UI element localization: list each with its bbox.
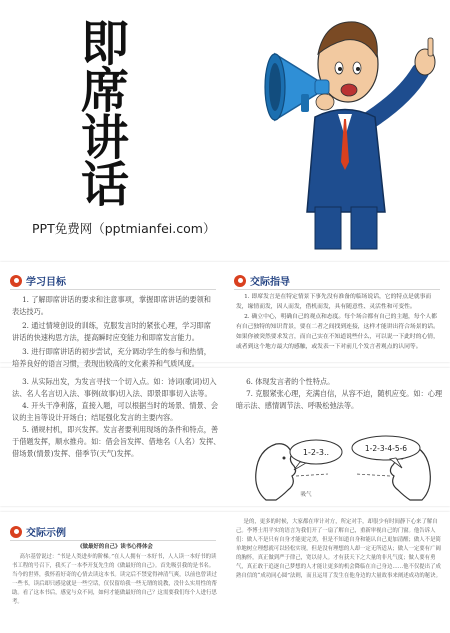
guidance-item: 5. 循规村机，即兴发挥。发言者要利用现场的条件和特点，善于借题发挥，顺水推舟。如：借会旨发挥、借地名（人名）发挥、借场景(情景)发挥、借季节(天气)发挥。 bbox=[12, 425, 221, 458]
divider bbox=[10, 289, 216, 290]
goal-item: 1. 了解即席讲话的要求和注意事项，掌握即席讲话的要领和表达技巧。 bbox=[12, 295, 211, 316]
man-with-megaphone-illustration bbox=[245, 2, 450, 252]
speech-title: 《做最好的自己》读书心得体会 bbox=[77, 544, 153, 550]
guidance-item: 4. 开头干净利落，直接入题，可以根据当时的场景、情景、会议的主旨等设计开场白；结尾强化发言的主要内容。 bbox=[12, 401, 219, 422]
title-char: 席 bbox=[80, 63, 129, 119]
section-heading-guidance bbox=[234, 273, 290, 288]
section-heading-example bbox=[10, 524, 66, 539]
breathing-illustration bbox=[236, 430, 444, 504]
site-footer: PPT免费网（pptmianfei.com） bbox=[32, 221, 216, 236]
title-char: 即 bbox=[80, 16, 129, 72]
goal-item: 3. 进行即席讲话的初步尝试，充分调动学生的参与和热情，培养良好的语言习惯，表现出较高的文化素养和气质风度。 bbox=[12, 347, 211, 368]
section-bullet-icon bbox=[234, 275, 246, 287]
guidance-item: 3. 从实际出发，为发言寻找一个切入点。如：诗词(歌词)切入法、名人名言切入法、事例(故事)切入法、即景即事切入法等。 bbox=[12, 377, 217, 398]
speech-intro bbox=[12, 553, 218, 607]
speech-continued bbox=[236, 518, 444, 581]
learning-goals-text bbox=[12, 294, 218, 370]
card-example bbox=[0, 512, 450, 633]
section-title: 交际指导 bbox=[250, 277, 290, 288]
guidance-item: 2. 确立中心，明确自己的观点和态度。每个场合都有自己的主题，每个人都有自己独特的知识背景，要在二者之间找到连接，这样才能讲出符合场景的话。如果你被突然要求发言，而自己实在不知道说些什么，可以说一下此时的心情，或者到这个地方最大的感触，或发表一下对前几个发言者观点的认同等。 bbox=[236, 314, 439, 350]
guidance-right-text bbox=[236, 376, 444, 412]
card-goals-guidance bbox=[0, 262, 450, 368]
guidance-item: 6. 体现发言者的个性特点。 bbox=[246, 377, 335, 386]
title-char: 讲 bbox=[80, 110, 129, 166]
title-char: 话 bbox=[80, 157, 129, 213]
count-bubble-text: 1-2-3.. bbox=[302, 448, 330, 457]
section-heading-learning-goals bbox=[10, 273, 66, 288]
guidance-text bbox=[236, 292, 442, 352]
guidance-left-text bbox=[12, 376, 222, 460]
speech-intro-text: 高尔基曾说过：“书是人类进步的阶梯。”在人人拥有一本好书，人人读一本好书的读书工程的号召下，我买了一本李开复先生的《做最好的自己》。首先吸引我的是书名。当今的世界，我怀着好奇的心情去读这本书。读完后不禁觉得神清气爽，以前也曾读过一些书，读后却只感觉就是一些空话，仅仅留给我一些无谓的说教，没什么实用性的帮助。看了这本书后，感觉与众不同，如何才能做最好的自己？这需要我们每个人进行思考。 bbox=[12, 554, 217, 605]
title-slide bbox=[0, 0, 450, 254]
section-bullet-icon bbox=[10, 275, 22, 287]
guidance-item: 1. 即席发言是在特定情景下事先没有准备的临场说话，它的特点是就事而发，缘情而发，因人而发，借机而发，具有随意性、灵活性和可变性。 bbox=[236, 294, 432, 310]
section-bullet-icon bbox=[10, 526, 22, 538]
divider bbox=[10, 540, 216, 541]
speech-continued-text: 是的，更多的时候，大家都在审计对方，所定对手，却很少有时间静下心来了解自己。李博士用平实的语言为我们开了一扇了解自己，重新审视自己的门窗。他告诉人们：做人不是只有自身才能更完美，但是不知道自身和能认自己更加清醒；做人不是简单地树立理想就可以轻松实现，但是没有理想的人却一定无所适从；做人一定要有广阔的胸怀，真正做到严于律己，宽以待人。才有获天下之大量的非凡气度；做人要有勇气，真正敢于追逐自己梦想的人才能让更多的机会降临在自己身边……他不仅提出了成熟自信的“成功同心圆”法则，而且运用了发生在他身边的大量故事来阐述成功的秘诀。 bbox=[236, 519, 441, 579]
count-bubble-text: 1-2-3-4-5-6 bbox=[364, 444, 408, 453]
section-title: 交际示例 bbox=[26, 528, 66, 539]
divider bbox=[234, 289, 440, 290]
goal-item: 2. 通过情境创设的训练，克服发言时的紧张心理，学习即席讲话的快速构思方法，提高瞬时应变能力和即席发言能力。 bbox=[12, 321, 211, 342]
guidance-item: 7. 克服紧张心理，充满自信，从容不迫，随机应变。如：心理暗示法、感情调节法、呼吸松弛法等。 bbox=[236, 389, 443, 410]
section-title: 学习目标 bbox=[26, 277, 66, 288]
card-guidance-continued bbox=[0, 368, 450, 506]
inhale-caption: 吸气 bbox=[300, 492, 312, 498]
